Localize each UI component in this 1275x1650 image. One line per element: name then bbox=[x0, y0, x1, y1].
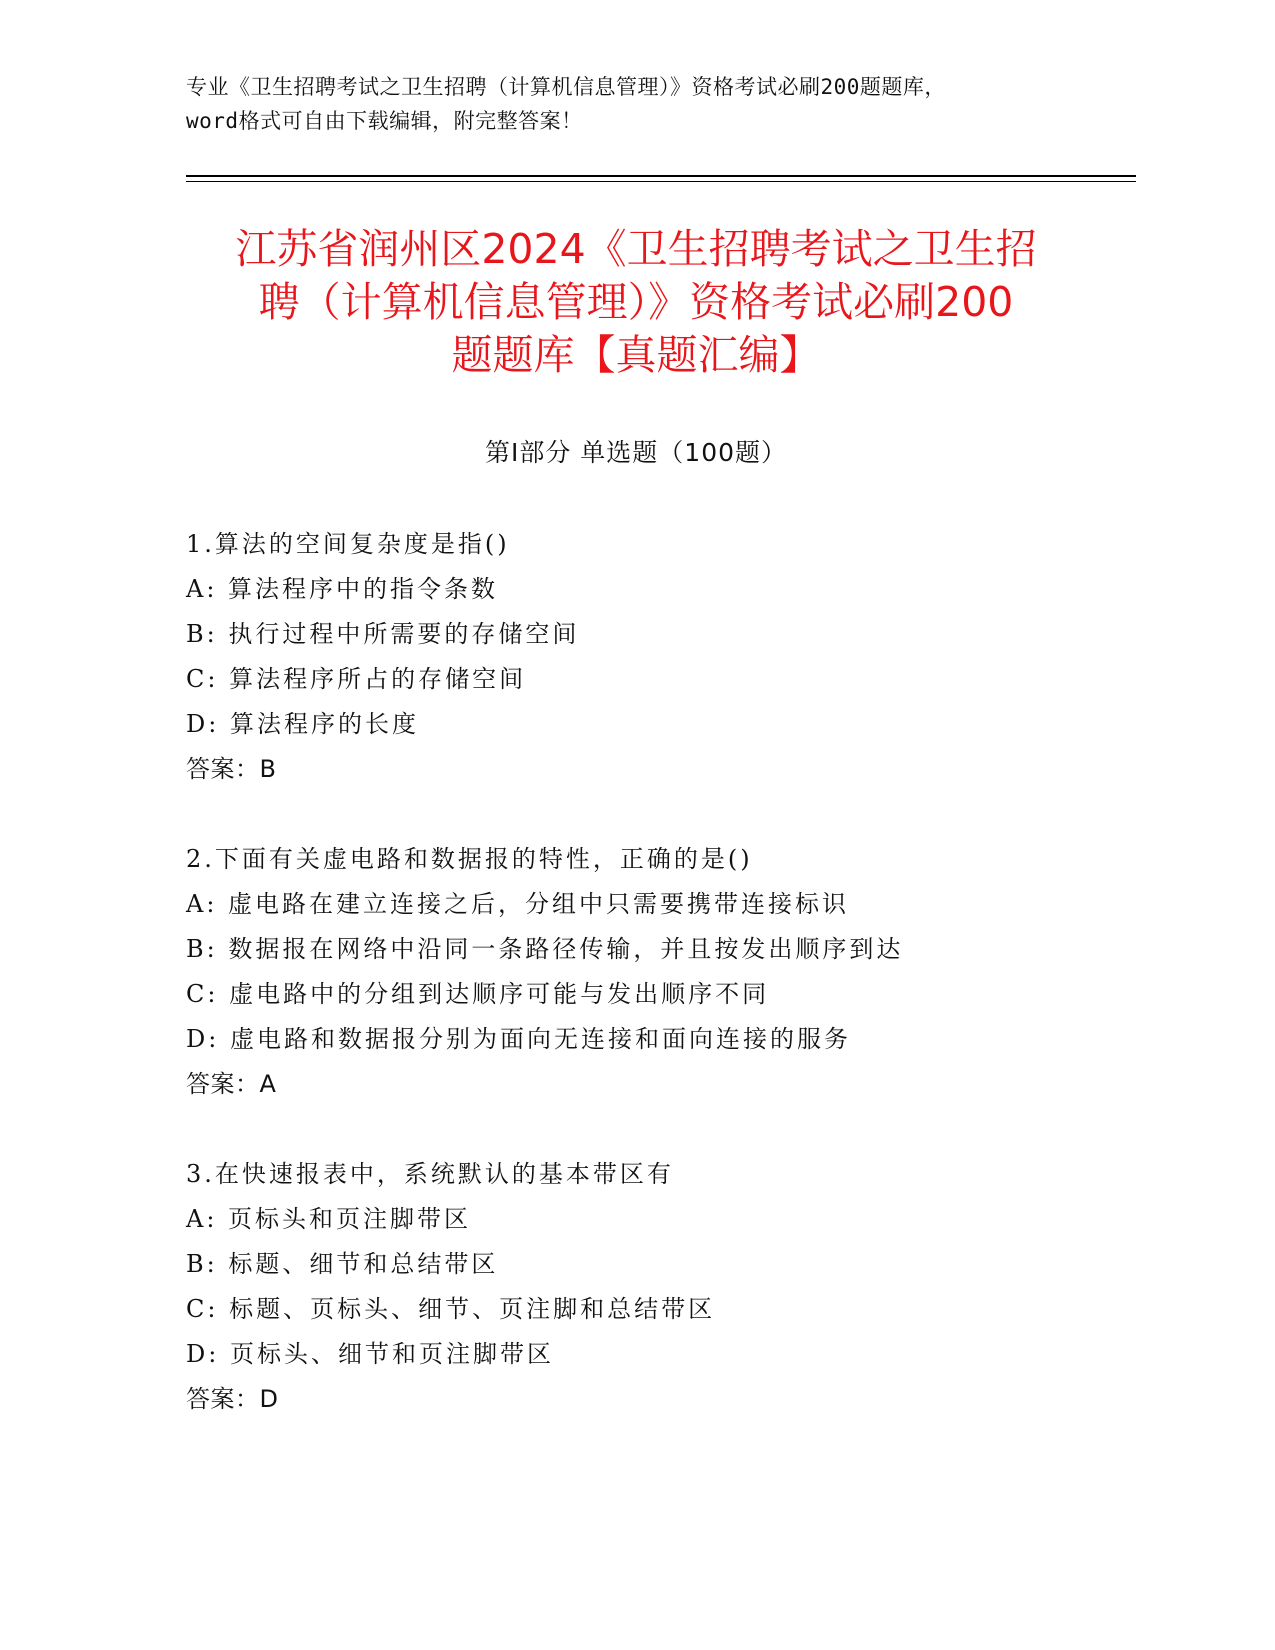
question-list bbox=[186, 522, 1136, 1467]
question-stem: 1.算法的空间复杂度是指() bbox=[186, 530, 510, 558]
option-a: A: 页标头和页注脚带区 bbox=[186, 1205, 472, 1233]
question-stem: 3.在快速报表中，系统默认的基本带区有 bbox=[186, 1160, 674, 1188]
option-d: D: 虚电路和数据报分别为面向无连接和面向连接的服务 bbox=[186, 1025, 851, 1053]
answer-line: 答案：B bbox=[186, 755, 277, 783]
option-b: B: 执行过程中所需要的存储空间 bbox=[186, 620, 580, 648]
header-note-line-1: 专业《卫生招聘考试之卫生招聘（计算机信息管理）》资格考试必刷200题题库， bbox=[186, 75, 946, 99]
section-heading: 第Ⅰ部分 单选题（100题） bbox=[484, 438, 788, 467]
option-d: D: 算法程序的长度 bbox=[186, 710, 419, 738]
option-b: B: 标题、细节和总结带区 bbox=[186, 1250, 499, 1278]
option-c: C: 虚电路中的分组到达顺序可能与发出顺序不同 bbox=[186, 980, 770, 1008]
header-note bbox=[186, 70, 1086, 138]
option-a: A: 算法程序中的指令条数 bbox=[186, 575, 499, 603]
document-title-line-2: 聘（计算机信息管理）》资格考试必刷200 bbox=[258, 278, 1014, 326]
header-divider-thick bbox=[186, 175, 1136, 177]
option-c: C: 标题、页标头、细节、页注脚和总结带区 bbox=[186, 1295, 716, 1323]
option-a: A: 虚电路在建立连接之后，分组中只需要携带连接标识 bbox=[186, 890, 850, 918]
document-title-line-3: 题题库【真题汇编】 bbox=[451, 331, 821, 379]
question-item-3 bbox=[186, 1152, 1136, 1422]
answer-line: 答案：A bbox=[186, 1070, 277, 1098]
question-item-1 bbox=[186, 522, 1136, 792]
option-b: B: 数据报在网络中沿同一条路径传输，并且按发出顺序到达 bbox=[186, 935, 904, 963]
answer-line: 答案：D bbox=[186, 1385, 279, 1413]
question-stem: 2.下面有关虚电路和数据报的特性，正确的是() bbox=[186, 845, 753, 873]
header-note-line-2: word格式可自由下载编辑，附完整答案！ bbox=[186, 109, 583, 133]
option-c: C: 算法程序所占的存储空间 bbox=[186, 665, 527, 693]
option-d: D: 页标头、细节和页注脚带区 bbox=[186, 1340, 554, 1368]
question-item-2 bbox=[186, 837, 1136, 1107]
document-title-line-1: 江苏省润州区2024《卫生招聘考试之卫生招 bbox=[235, 225, 1037, 273]
document-title bbox=[186, 223, 1086, 382]
header-divider-thin bbox=[186, 181, 1136, 182]
